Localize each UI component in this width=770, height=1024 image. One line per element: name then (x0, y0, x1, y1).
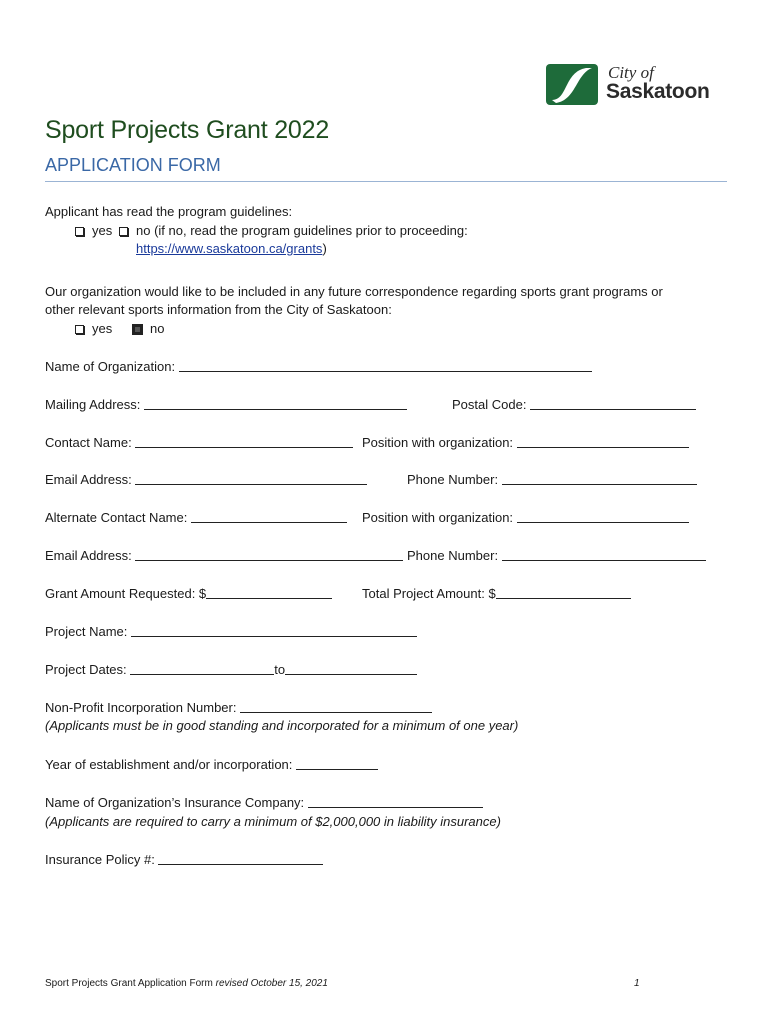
project-dates-to: to (274, 662, 286, 677)
logo-saskatoon: Saskatoon (606, 80, 710, 103)
correspondence-yes-option[interactable] (75, 320, 112, 337)
alt-phone-field (407, 547, 706, 564)
alt-email-field (45, 547, 403, 564)
alt-phone-input[interactable] (502, 548, 706, 561)
correspondence-line1: Our organization would like to be included in any future correspondence regarding sports grant programs or (45, 284, 663, 299)
grant-amount-field (45, 585, 332, 602)
alt-contact-label: Alternate Contact Name: (45, 510, 188, 525)
policy-input[interactable] (158, 852, 323, 865)
project-dates-field (45, 661, 417, 678)
alt-position-field (362, 509, 689, 526)
page-subtitle: APPLICATION FORM (45, 155, 221, 175)
page-number: 1 (634, 978, 640, 989)
alt-contact-field (45, 509, 347, 526)
footer-label: Sport Projects Grant Application Form (45, 978, 213, 989)
postal-code-field (452, 396, 696, 413)
year-established-input[interactable] (296, 757, 378, 770)
correspondence-no-option[interactable] (133, 320, 164, 337)
insurance-note: (Applicants are required to carry a minimum of $2,000,000 in liability insurance) (45, 814, 501, 829)
nonprofit-label: Non-Profit Incorporation Number: (45, 700, 237, 715)
mailing-address-field (45, 396, 407, 413)
footer-text (45, 978, 328, 989)
alt-email-label: Email Address: (45, 548, 132, 563)
project-end-input[interactable] (285, 662, 417, 675)
nonprofit-input[interactable] (240, 700, 432, 713)
grant-amount-label: Grant Amount Requested: $ (45, 586, 207, 601)
correspondence-yes-label: yes (92, 321, 113, 336)
link-close-paren: ) (322, 241, 327, 256)
project-name-field (45, 623, 417, 640)
checkbox-icon[interactable] (119, 227, 128, 236)
guidelines-question: Applicant has read the program guidelines: (45, 204, 293, 219)
correspondence-no-label: no (150, 321, 165, 336)
city-logo (546, 63, 726, 107)
checkbox-icon[interactable] (75, 227, 84, 236)
nonprofit-field (45, 699, 432, 716)
postal-code-label: Postal Code: (452, 397, 527, 412)
project-start-input[interactable] (130, 662, 274, 675)
alt-contact-input[interactable] (191, 510, 347, 523)
correspondence-line2: other relevant sports information from the City of Saskatoon: (45, 302, 392, 317)
position-label: Position with organization: (362, 435, 514, 450)
year-established-field (45, 756, 378, 773)
guidelines-yes-label: yes (92, 223, 113, 238)
phone-field (407, 471, 697, 488)
contact-name-input[interactable] (135, 435, 353, 448)
policy-label: Insurance Policy #: (45, 852, 155, 867)
project-name-label: Project Name: (45, 624, 128, 639)
page-title: Sport Projects Grant 2022 (45, 116, 330, 144)
project-dates-label: Project Dates: (45, 662, 127, 677)
guidelines-no-option[interactable] (119, 222, 468, 239)
alt-email-input[interactable] (135, 548, 403, 561)
grant-amount-input[interactable] (206, 586, 332, 599)
position-input[interactable] (517, 435, 689, 448)
phone-input[interactable] (502, 472, 697, 485)
total-amount-input[interactable] (496, 586, 631, 599)
org-name-field (45, 358, 592, 375)
email-input[interactable] (135, 472, 367, 485)
insurance-company-label: Name of Organization’s Insurance Company: (45, 795, 305, 810)
alt-phone-label: Phone Number: (407, 548, 499, 563)
email-label: Email Address: (45, 472, 132, 487)
guidelines-link[interactable]: https://www.saskatoon.ca/grants (136, 241, 323, 256)
contact-name-label: Contact Name: (45, 435, 132, 450)
policy-field (45, 851, 323, 868)
checkbox-icon[interactable] (75, 325, 84, 334)
project-name-input[interactable] (131, 624, 417, 637)
saskatoon-logo-mark-icon (546, 64, 598, 105)
checked-checkbox-icon[interactable] (133, 325, 142, 334)
contact-name-field (45, 434, 353, 451)
alt-position-label: Position with organization: (362, 510, 514, 525)
year-established-label: Year of establishment and/or incorporation: (45, 757, 293, 772)
guidelines-no-label: no (if no, read the program guidelines prior to proceeding: (136, 223, 468, 238)
mailing-address-input[interactable] (144, 397, 407, 410)
total-amount-field (362, 585, 631, 602)
insurance-company-input[interactable] (308, 795, 483, 808)
postal-code-input[interactable] (530, 397, 696, 410)
insurance-company-field (45, 794, 483, 811)
logo-city-of: City of (608, 63, 654, 82)
org-name-label: Name of Organization: (45, 359, 176, 374)
alt-position-input[interactable] (517, 510, 689, 523)
nonprofit-note: (Applicants must be in good standing and incorporated for a minimum of one year) (45, 718, 519, 733)
title-divider (45, 181, 727, 182)
guidelines-yes-option[interactable] (75, 222, 112, 239)
footer-revised: revised October 15, 2021 (215, 978, 328, 989)
total-amount-label: Total Project Amount: $ (362, 586, 496, 601)
guidelines-link-line (136, 240, 327, 257)
email-field (45, 471, 367, 488)
phone-label: Phone Number: (407, 472, 499, 487)
position-field (362, 434, 689, 451)
org-name-input[interactable] (179, 359, 592, 372)
mailing-address-label: Mailing Address: (45, 397, 141, 412)
